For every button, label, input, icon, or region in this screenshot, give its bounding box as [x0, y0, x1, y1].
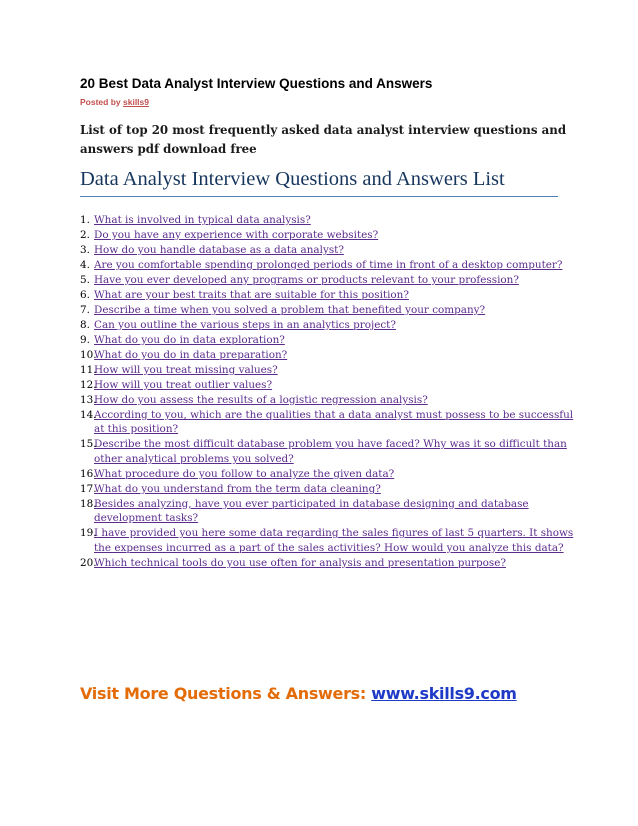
question-link[interactable]: How will you treat outlier values? — [94, 379, 273, 391]
question-number: 5. — [80, 274, 90, 286]
question-number: 9. — [80, 334, 90, 346]
question-number: 2. — [80, 229, 90, 241]
author-link[interactable]: skills9 — [123, 97, 149, 107]
question-link[interactable]: I have provided you here some data regarding the sales figures of last 5 quarters. It shows the expenses incurred as a part of the sales activities? How would you analyze this data? — [94, 527, 574, 554]
visit-more-label: Visit More Questions & Answers: — [80, 684, 366, 703]
question-number: 13. — [80, 394, 97, 406]
question-number: 17. — [80, 482, 97, 495]
list-item — [80, 526, 575, 555]
question-link[interactable]: What do you do in data preparation? — [94, 349, 288, 361]
question-number: 18. — [80, 497, 97, 510]
visit-more-line — [80, 684, 517, 703]
list-item — [80, 378, 575, 392]
question-link[interactable]: According to you, which are the qualities that a data analyst must possess to be successful at this position? — [94, 409, 574, 436]
document-title: 20 Best Data Analyst Interview Questions and Answers — [80, 76, 433, 91]
list-item — [80, 243, 575, 257]
list-item — [80, 303, 575, 317]
list-item — [80, 437, 575, 466]
question-link[interactable]: How will you treat missing values? — [94, 364, 278, 376]
question-link[interactable]: How do you handle database as a data analyst? — [94, 244, 344, 256]
list-item — [80, 318, 575, 332]
question-link[interactable]: Describe a time when you solved a problem that benefited your company? — [94, 304, 486, 316]
list-item — [80, 408, 575, 437]
list-item — [80, 482, 575, 496]
question-number: 10. — [80, 349, 97, 361]
posted-by-label: Posted by — [80, 97, 121, 107]
question-link[interactable]: Can you outline the various steps in an analytics project? — [94, 319, 396, 331]
list-heading: Data Analyst Interview Questions and Answers List — [80, 168, 505, 190]
question-number: 3. — [80, 244, 90, 256]
question-number: 20. — [80, 556, 97, 569]
list-item — [80, 288, 575, 302]
question-link[interactable]: What are your best traits that are suitable for this position? — [94, 289, 409, 301]
question-link[interactable]: Have you ever developed any programs or products relevant to your profession? — [94, 274, 519, 286]
posted-by-line — [80, 97, 149, 107]
question-link[interactable]: Which technical tools do you use often for analysis and presentation purpose? — [94, 556, 506, 569]
question-link[interactable]: What is involved in typical data analysis? — [94, 214, 311, 226]
list-item — [80, 556, 575, 570]
list-item — [80, 213, 575, 227]
question-number: 12. — [80, 379, 97, 391]
question-link[interactable]: How do you assess the results of a logistic regression analysis? — [94, 394, 428, 406]
list-item — [80, 363, 575, 377]
question-number: 4. — [80, 259, 90, 271]
list-item — [80, 467, 575, 481]
list-item — [80, 333, 575, 347]
question-link[interactable]: Do you have any experience with corporate websites? — [94, 229, 379, 241]
question-link[interactable]: Besides analyzing, have you ever participated in database designing and database development tasks? — [94, 497, 529, 525]
question-number: 11. — [80, 364, 97, 376]
website-link[interactable]: www.skills9.com — [371, 684, 517, 703]
list-item — [80, 497, 575, 526]
question-number: 8. — [80, 319, 90, 331]
list-item — [80, 228, 575, 242]
list-item — [80, 348, 575, 362]
question-number: 1. — [80, 214, 90, 226]
question-number: 15. — [80, 438, 97, 451]
heading-divider — [80, 196, 558, 197]
question-number: 14. — [80, 409, 97, 421]
question-number: 6. — [80, 289, 90, 301]
question-link[interactable]: What do you understand from the term data cleaning? — [94, 482, 381, 495]
question-list — [80, 213, 575, 571]
intro-text: List of top 20 most frequently asked data analyst interview questions and answers pdf download free — [80, 123, 567, 156]
question-link[interactable]: Are you comfortable spending prolonged periods of time in front of a desktop computer? — [94, 259, 563, 271]
list-item — [80, 258, 575, 272]
question-number: 7. — [80, 304, 90, 316]
list-item — [80, 393, 575, 407]
list-item — [80, 273, 575, 287]
question-number: 16. — [80, 467, 97, 480]
question-link[interactable]: Describe the most difficult database problem you have faced? Why was it so difficult than other analytical problems you solved? — [94, 438, 567, 465]
question-link[interactable]: What procedure do you follow to analyze the given data? — [94, 467, 395, 480]
question-link[interactable]: What do you do in data exploration? — [94, 334, 285, 346]
question-number: 19. — [80, 527, 97, 540]
